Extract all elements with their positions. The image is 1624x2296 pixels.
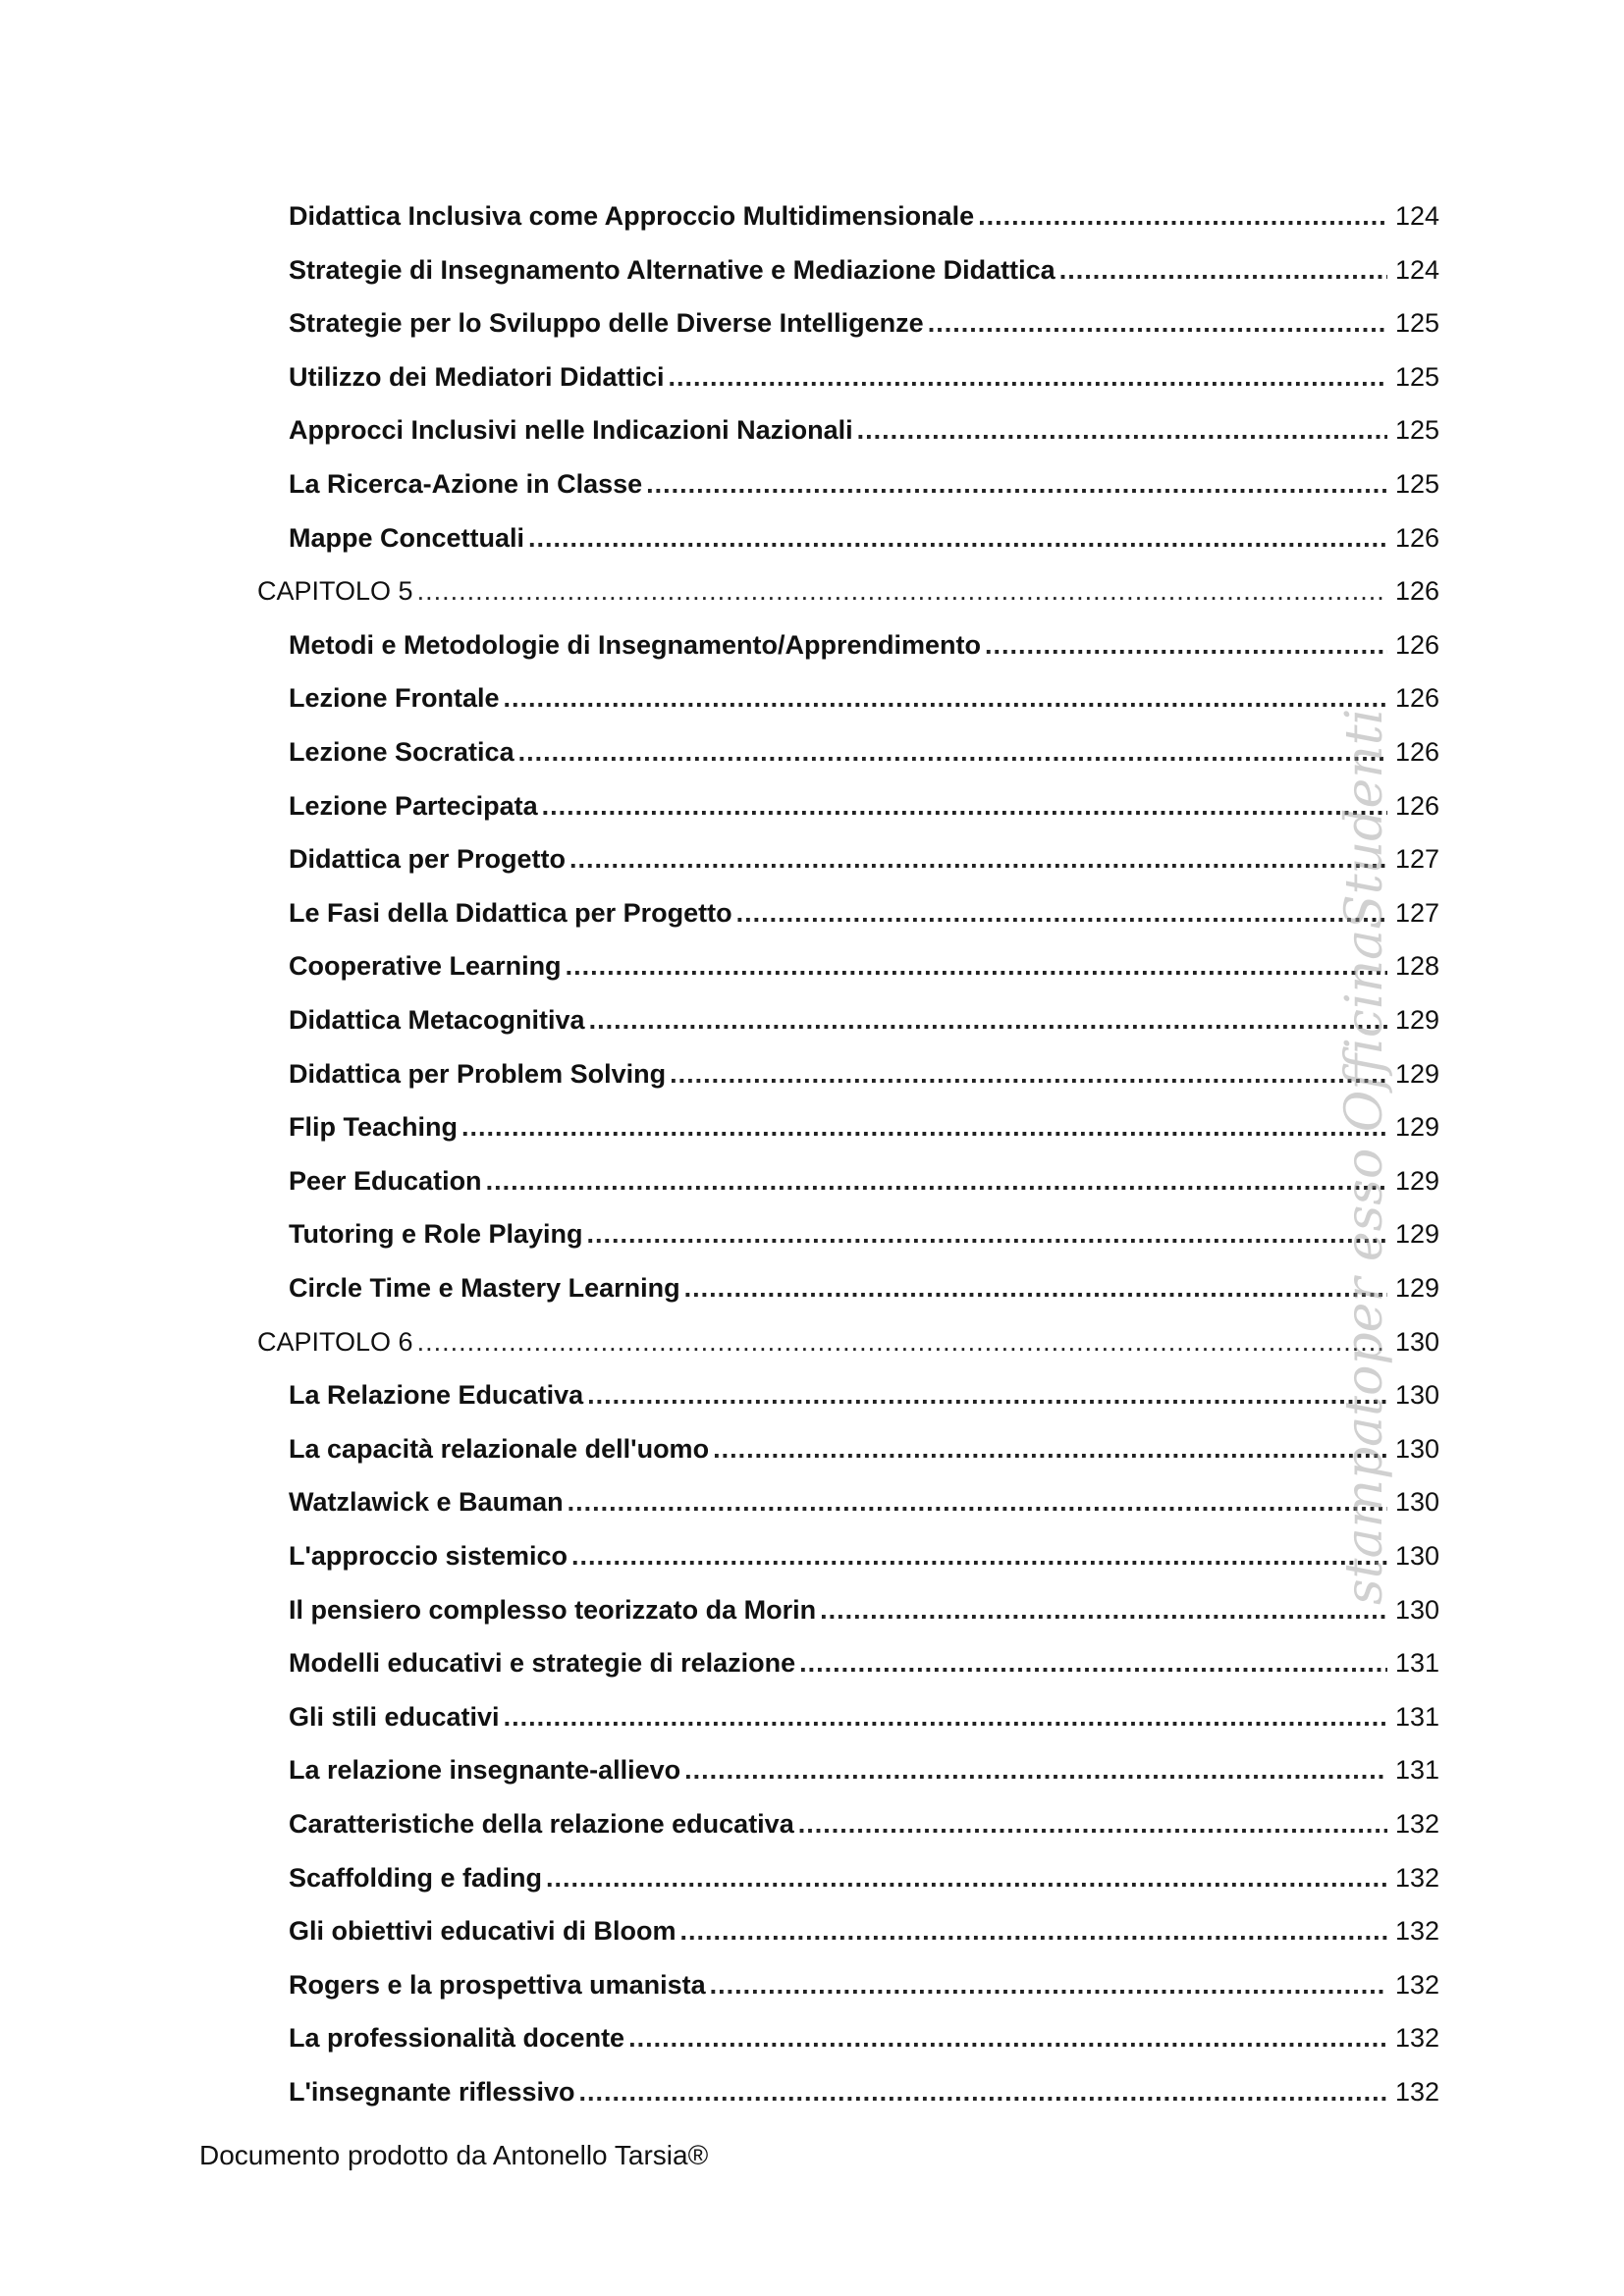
toc-entry-page-number: 125 (1394, 469, 1439, 499)
toc-section-entry[interactable] (289, 1161, 1439, 1201)
toc-entry-page-number: 129 (1394, 1112, 1439, 1143)
toc-entry-title: Didattica per Problem Solving (289, 1058, 667, 1089)
toc-entry-page-number: 126 (1394, 683, 1439, 714)
toc-dot-leader (928, 303, 1387, 343)
toc-entry-title: Strategie di Insegnamento Alternative e Mediazione Didattica (289, 254, 1056, 285)
toc-entry-page-number: 132 (1394, 1862, 1439, 1893)
toc-dot-leader (589, 1000, 1387, 1040)
toc-entry-page-number: 132 (1394, 1809, 1439, 1839)
watermark: stampatoper esso OfficinaStudenti (1335, 708, 1394, 1605)
toc-entry-page-number: 125 (1394, 415, 1439, 446)
toc-entry-page-number: 126 (1394, 629, 1439, 660)
toc-dot-leader (736, 893, 1387, 933)
toc-entry-title: CAPITOLO 6 (257, 1326, 413, 1357)
toc-entry-page-number: 126 (1394, 790, 1439, 821)
toc-entry-title: L'approccio sistemico (289, 1541, 568, 1571)
toc-entry-page-number: 129 (1394, 1219, 1439, 1250)
toc-entry-page-number: 126 (1394, 576, 1439, 607)
toc-dot-leader (518, 732, 1387, 772)
toc-entry-title: CAPITOLO 5 (257, 576, 413, 607)
toc-dot-leader (670, 1054, 1387, 1094)
toc-entry-page-number: 127 (1394, 897, 1439, 928)
toc-entry-title: Didattica per Progetto (289, 844, 567, 875)
toc-dot-leader (461, 1107, 1387, 1147)
toc-section-entry[interactable] (289, 1858, 1439, 1897)
toc-entry-page-number: 124 (1394, 201, 1439, 231)
toc-entry-title: Lezione Partecipata (289, 790, 538, 821)
toc-entry-page-number: 130 (1394, 1541, 1439, 1571)
toc-chapter-entry[interactable] (257, 571, 1439, 611)
toc-entry-page-number: 125 (1394, 308, 1439, 339)
toc-dot-leader (571, 1536, 1387, 1575)
toc-entry-title: La professionalità docente (289, 2023, 625, 2054)
toc-dot-leader (504, 1697, 1387, 1736)
toc-entry-title: Gli obiettivi educativi di Bloom (289, 1916, 677, 1947)
toc-entry-title: Caratteristiche della relazione educativa (289, 1809, 794, 1839)
toc-section-entry[interactable] (289, 2018, 1439, 2057)
toc-entry-page-number: 130 (1394, 1487, 1439, 1518)
toc-entry-page-number: 130 (1394, 1433, 1439, 1464)
toc-entry-page-number: 130 (1394, 1380, 1439, 1411)
toc-entry-page-number: 132 (1394, 2077, 1439, 2107)
toc-entry-title: Circle Time e Mastery Learning (289, 1273, 680, 1303)
toc-entry-page-number: 126 (1394, 522, 1439, 553)
toc-dot-leader (684, 1268, 1387, 1308)
toc-section-entry[interactable] (289, 1000, 1439, 1040)
toc-entry-title: Didattica Inclusiva come Approccio Multidimensionale (289, 201, 975, 231)
toc-entry-page-number: 129 (1394, 1005, 1439, 1035)
toc-chapter-entry[interactable] (257, 1322, 1439, 1362)
toc-section-entry[interactable] (289, 946, 1439, 986)
toc-section-entry[interactable] (289, 839, 1439, 879)
toc-section-entry[interactable] (289, 2072, 1439, 2111)
toc-dot-leader (628, 2018, 1387, 2057)
toc-entry-title: Utilizzo dei Mediatori Didattici (289, 361, 665, 392)
toc-entry-page-number: 124 (1394, 254, 1439, 285)
toc-section-entry[interactable] (289, 1911, 1439, 1950)
toc-entry-page-number: 129 (1394, 1165, 1439, 1196)
toc-entry-page-number: 129 (1394, 1058, 1439, 1089)
toc-entry-title: Strategie per lo Sviluppo delle Diverse Intelligenze (289, 308, 924, 339)
toc-entry-title: La capacità relazionale dell'uomo (289, 1433, 710, 1464)
toc-dot-leader (857, 410, 1387, 450)
toc-entry-title: Tutoring e Role Playing (289, 1219, 583, 1250)
toc-entry-page-number: 126 (1394, 737, 1439, 767)
toc-entry-page-number: 125 (1394, 361, 1439, 392)
toc-section-entry[interactable] (289, 357, 1439, 397)
toc-section-entry[interactable] (289, 732, 1439, 772)
toc-entry-title: Watzlawick e Bauman (289, 1487, 564, 1518)
toc-entry-page-number: 131 (1394, 1701, 1439, 1732)
toc-entry-page-number: 132 (1394, 1916, 1439, 1947)
toc-dot-leader (799, 1643, 1387, 1682)
toc-section-entry[interactable] (289, 625, 1439, 665)
toc-section-entry[interactable] (289, 786, 1439, 826)
toc-entry-title: Mappe Concettuali (289, 522, 525, 553)
page-footer: Documento prodotto da Antonello Tarsia® (199, 2140, 709, 2170)
toc-section-entry[interactable] (289, 250, 1439, 290)
toc-entry-title: Il pensiero complesso teorizzato da Morin (289, 1594, 817, 1625)
toc-section-entry[interactable] (289, 410, 1439, 450)
toc-section-entry[interactable] (289, 678, 1439, 718)
toc-dot-leader (820, 1590, 1387, 1629)
toc-entry-title: Rogers e la prospettiva umanista (289, 1969, 706, 2000)
toc-section-entry[interactable] (289, 196, 1439, 236)
toc-entry-title: Didattica Metacognitiva (289, 1005, 585, 1035)
toc-dot-leader (1059, 250, 1387, 290)
toc-entry-page-number: 131 (1394, 1648, 1439, 1679)
toc-section-entry[interactable] (289, 1375, 1439, 1415)
toc-dot-leader (587, 1214, 1387, 1254)
toc-section-entry[interactable] (289, 464, 1439, 504)
toc-dot-leader (486, 1161, 1387, 1201)
toc-entry-title: Peer Education (289, 1165, 482, 1196)
toc-dot-leader (528, 518, 1387, 558)
toc-entry-title: Lezione Frontale (289, 683, 500, 714)
toc-section-entry[interactable] (289, 1965, 1439, 2004)
toc-section-entry[interactable] (289, 303, 1439, 343)
toc-section-entry[interactable] (289, 1643, 1439, 1682)
toc-dot-leader (417, 1322, 1387, 1362)
toc-entry-title: Approcci Inclusivi nelle Indicazioni Nazionali (289, 415, 853, 446)
toc-section-entry[interactable] (289, 518, 1439, 558)
toc-entry-page-number: 129 (1394, 1273, 1439, 1303)
toc-section-entry[interactable] (289, 1268, 1439, 1308)
toc-entry-page-number: 132 (1394, 1969, 1439, 2000)
toc-section-entry[interactable] (289, 1590, 1439, 1629)
toc-section-entry[interactable] (289, 1536, 1439, 1575)
toc-entry-title: Lezione Socratica (289, 737, 514, 767)
toc-section-entry[interactable] (289, 1054, 1439, 1094)
toc-entry-title: Modelli educativi e strategie di relazione (289, 1648, 796, 1679)
toc-dot-leader (566, 946, 1387, 986)
toc-entry-title: La relazione insegnante-allievo (289, 1755, 681, 1786)
toc-dot-leader (985, 625, 1387, 665)
toc-dot-leader (798, 1804, 1387, 1843)
toc-dot-leader (978, 196, 1387, 236)
toc-section-entry[interactable] (289, 893, 1439, 933)
toc-entry-title: Gli stili educativi (289, 1701, 500, 1732)
toc-section-entry[interactable] (289, 1750, 1439, 1789)
toc-entry-page-number: 127 (1394, 844, 1439, 875)
toc-entry-title: Le Fasi della Didattica per Progetto (289, 897, 732, 928)
toc-entry-title: L'insegnante riflessivo (289, 2077, 575, 2107)
toc-dot-leader (710, 1965, 1387, 2004)
toc-dot-leader (646, 464, 1387, 504)
toc-entry-page-number: 128 (1394, 951, 1439, 982)
toc-dot-leader (504, 678, 1387, 718)
toc-dot-leader (684, 1750, 1387, 1789)
toc-entry-title: La Ricerca-Azione in Classe (289, 469, 643, 499)
toc-section-entry[interactable] (289, 1697, 1439, 1736)
toc-dot-leader (568, 1482, 1387, 1522)
toc-dot-leader (542, 786, 1387, 826)
toc-section-entry[interactable] (289, 1214, 1439, 1254)
toc-section-entry[interactable] (289, 1804, 1439, 1843)
toc-dot-leader (587, 1375, 1387, 1415)
toc-entry-page-number: 130 (1394, 1326, 1439, 1357)
toc-entry-page-number: 132 (1394, 2023, 1439, 2054)
toc-entry-title: Scaffolding e fading (289, 1862, 543, 1893)
toc-section-entry[interactable] (289, 1107, 1439, 1147)
toc-dot-leader (713, 1429, 1387, 1468)
toc-section-entry[interactable] (289, 1429, 1439, 1468)
toc-entry-title: Metodi e Metodologie di Insegnamento/Apprendimento (289, 629, 982, 660)
toc-entry-page-number: 130 (1394, 1594, 1439, 1625)
toc-dot-leader (417, 571, 1387, 611)
toc-section-entry[interactable] (289, 1482, 1439, 1522)
toc-dot-leader (579, 2072, 1387, 2111)
toc-dot-leader (669, 357, 1387, 397)
toc-entry-title: La Relazione Educativa (289, 1380, 584, 1411)
toc-entry-title: Flip Teaching (289, 1112, 459, 1143)
toc-dot-leader (569, 839, 1387, 879)
toc-dot-leader (546, 1858, 1387, 1897)
toc-entry-page-number: 131 (1394, 1755, 1439, 1786)
toc-dot-leader (680, 1911, 1387, 1950)
toc-entry-title: Cooperative Learning (289, 951, 562, 982)
